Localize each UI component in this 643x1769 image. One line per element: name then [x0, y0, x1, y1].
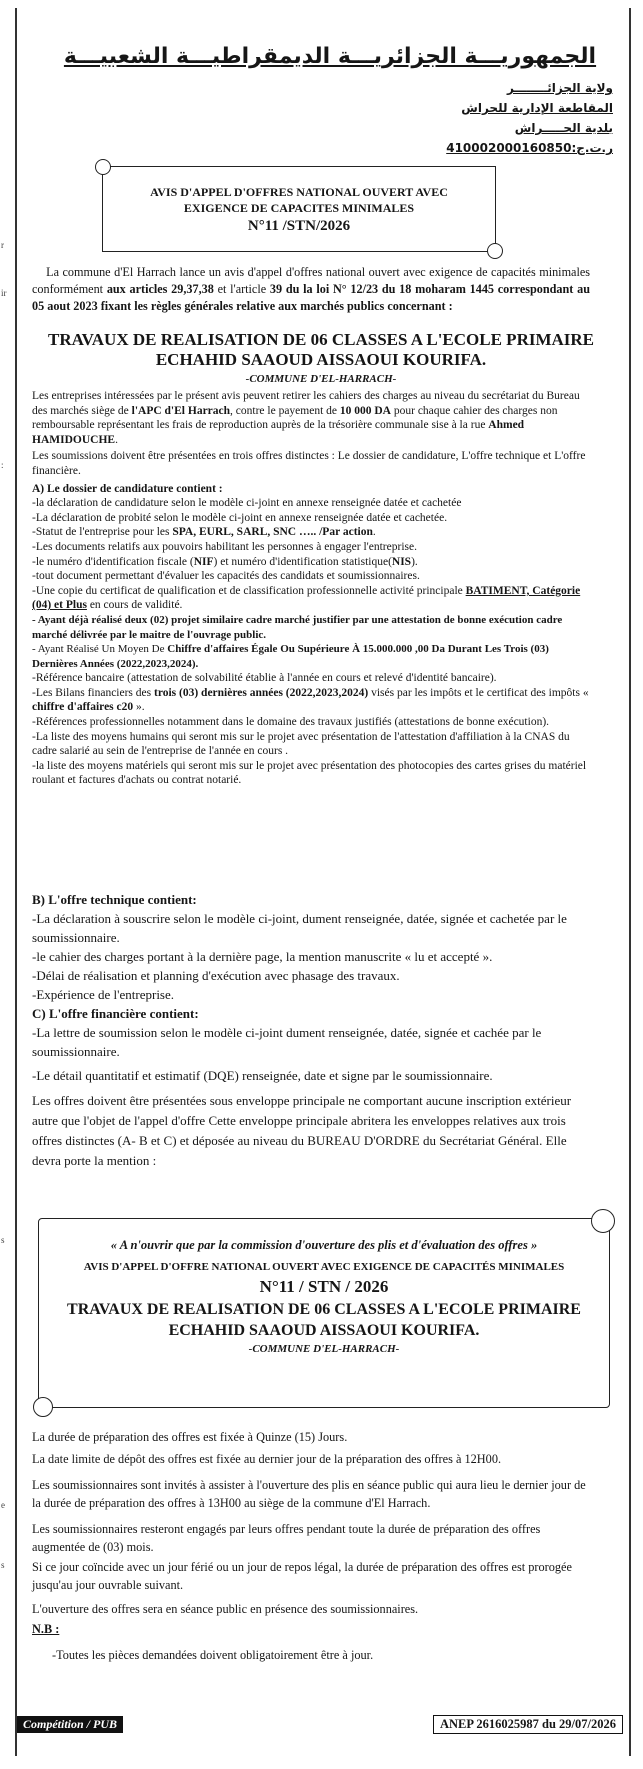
- d4: Les soumissionnaires resteront engagés par leurs offres pendant toute la durée de préparation des offres augmentée de (03) mois.: [32, 1522, 541, 1554]
- a7: -Une copie du certificat de qualification et de classification professionnelle activité principale BATIMENT, Catégorie (04) et Plus en cours de validité.: [32, 584, 581, 612]
- a11: -Les Bilans financiers des trois (03) dernières années (2022,2023,2024) visés par les impôts et le certificat des impôts « chiffre d'affaires c20 ».: [32, 686, 589, 714]
- anep-reference: ANEP 2616025987 du 29/07/2026: [433, 1715, 623, 1734]
- p2: Les soumissions doivent être présentées en trois offres distinctes : Le dossier de candidature, L'offre technique et L'offre financière.: [32, 450, 586, 477]
- a1: -la déclaration de candidature selon le modèle ci-joint en annexe renseignée datée et cachetée: [32, 497, 462, 510]
- category-badge: Compétition / PUB: [17, 1716, 123, 1733]
- mention-line1: AVIS D'APPEL D'OFFRE NATIONAL OUVERT AVEC EXIGENCE DE CAPACITÉS MINIMALES: [83, 1261, 565, 1273]
- b1: -La déclaration à souscrire selon le modèle ci-joint, dument renseignée, datée, signée et cachetée par le soumissionnaire.: [32, 911, 567, 945]
- mention-number: N°11 / STN / 2026: [259, 1277, 389, 1296]
- mention-quote: « A n'ouvrir que par la commission d'ouverture des plis et d'évaluation des offres »: [110, 1238, 538, 1252]
- ar-commune: بلدية الحـــــراش: [514, 121, 613, 135]
- project-title-2: ECHAHID SAAOUD AISSAOUI KOURIFA.: [155, 350, 487, 369]
- b2: -le cahier des charges portant à la dernière page, la mention manuscrite « lu et accepté ».: [32, 949, 493, 964]
- a10: -Référence bancaire (attestation de solvabilité établie à l'année en cours et relevé d'identité bancaire).: [32, 672, 497, 685]
- d1: La durée de préparation des offres est fixée à Quinze (15) Jours.: [32, 1430, 348, 1444]
- c1: -La lettre de soumission selon le modèle ci-joint dument renseignée, datée, signée et cachée par le soumissionnaire.: [32, 1025, 542, 1059]
- offers-body: [32, 890, 592, 1171]
- section-b: B) L'offre technique contient:: [32, 892, 197, 907]
- notice-number: N°11 /STN/2026: [247, 218, 351, 234]
- section-a: A) Le dossier de candidature contient :: [32, 482, 223, 495]
- mention-commune: -COMMUNE D'EL-HARRACH-: [248, 1343, 400, 1355]
- intro-text-2: et l'article: [213, 282, 270, 296]
- a12: -Références professionnelles notamment dans le domaine des travaux justifiés (attestations de bonne exécution).: [32, 716, 550, 729]
- section-c: C) L'offre financière contient:: [32, 1006, 199, 1021]
- a6: -tout document permettant d'évaluer les capacités des candidats et soumissionnaires.: [32, 570, 420, 583]
- intro-bold-1: aux articles 29,37,38: [106, 282, 214, 296]
- a9: - Ayant Réalisé Un Moyen De Chiffre d'affaires Égale Ou Supérieure À 15.000.000 ,00 Da Durant Les Trois (03) Dernières Années (2022,2023,2024).: [32, 643, 549, 670]
- closing-body: [32, 1428, 592, 1664]
- mention-title-2: ECHAHID SAAOUD AISSAOUI KOURIFA.: [168, 1322, 480, 1339]
- d2: La date limite de dépôt des offres est fixée au dernier jour de la préparation des offres à 12H00.: [32, 1452, 502, 1466]
- a3: -Statut de l'entreprise pour les SPA, EURL, SARL, SNC ….. /Par action.: [32, 526, 376, 539]
- notice-line1: AVIS D'APPEL D'OFFRES NATIONAL OUVERT AVEC: [150, 185, 448, 199]
- b4: -Expérience de l'entreprise.: [32, 987, 175, 1002]
- nb1: -Toutes les pièces demandées doivent obligatoirement être à jour.: [52, 1648, 374, 1662]
- p1: Les entreprises intéressées par le présent avis peuvent retirer les cahiers des charges au niveau du secrétariat du Bureau des marchés siège de l'APC d'El Harrach, contre le payement de 10 000 DA pour chaque cahier des charges non remboursable représentant les frais de reproduction auprès de la trésorière communale sise à la rue Ahmed HAMIDOUCHE.: [32, 390, 580, 446]
- intro-text-1: La commune d'El Harrach lance un avis d'appel d'offres national ouvert avec exigence de capacités minimales conformément: [32, 265, 590, 296]
- p3: Les offres doivent être présentées sous enveloppe principale ne comportant aucune inscription extérieur autre que l'objet de l'appel d'offre Cette enveloppe principale abritera les enveloppes relatives aux trois offres distinctes (A- B et C) et déposée au niveau du BUREAU D'ORDRE du Secrétariat Général. Elle devra porte la mention :: [32, 1093, 572, 1168]
- nb-label: N.B :: [32, 1622, 60, 1636]
- a8: - Ayant déjà réalisé deux (02) projet similaire cadre marché justifier par une attestation de bonne exécution cadre marché délivrée par le maitre de l'ouvrage public.: [32, 613, 563, 641]
- ar-rtj: ر.ت.ج:410002000160850: [446, 141, 613, 155]
- arabic-republic-title: الجمهوريـــة الجزائريـــة الديمقراطيـــة الشعبيـــة: [63, 44, 597, 69]
- project-title-1: TRAVAUX DE REALISATION DE 06 CLASSES A L'ECOLE PRIMAIRE: [47, 330, 595, 349]
- envelope-mention-box: [38, 1218, 610, 1408]
- intro-bold-2: 39 du la loi N° 12/23 du 18 moharam 1445 correspondant au 05 aout 2023 fixant les règles générales relative aux marchés publics concernant :: [32, 282, 590, 313]
- ar-circonscription: المقاطعة الإدارية للحراش: [461, 101, 613, 115]
- ar-wilaya: ولاية الجزائــــــــر: [507, 81, 613, 95]
- mention-title-1: TRAVAUX DE REALISATION DE 06 CLASSES A L'ECOLE PRIMAIRE: [67, 1301, 581, 1318]
- d3: Les soumissionnaires sont invités à assister à l'ouverture des plis en séance public qui aura lieu le dernier jour de la durée de préparation des offres à 13H00 au siège de la commune d'El Harrach.: [32, 1478, 586, 1510]
- b3: -Délai de réalisation et planning d'exécution avec phasage des travaux.: [32, 968, 400, 983]
- a2: -La déclaration de probité selon le modèle ci-joint en annexe renseignée datée et cachetée.: [32, 511, 448, 524]
- a13: -La liste des moyens humains qui seront mis sur le projet avec présentation de l'attestation d'affiliation à la CNAS du cadre salarié au sein de l'entreprise de l'année en cours .: [32, 730, 570, 758]
- conditions-body: [32, 389, 592, 788]
- a14: -la liste des moyens matériels qui seront mis sur le projet avec présentation des photocopies des cartes grises du matériel roulant et factures d'achats ou contrat notarié.: [32, 759, 587, 787]
- arabic-header-block: [446, 78, 613, 158]
- notice-line2: EXIGENCE DE CAPACITES MINIMALES: [183, 201, 415, 215]
- d5: Si ce jour coïncide avec un jour férié ou un jour de repos légal, la durée de préparation des offres est prorogée jusqu'au jour ouvrable suivant.: [32, 1560, 572, 1592]
- left-gutter: r ir : s e s: [1, 240, 7, 1570]
- notice-title-box: [102, 166, 496, 252]
- a4: -Les documents relatifs aux pouvoirs habilitant les personnes à engager l'entreprise.: [32, 540, 417, 553]
- intro-paragraph: [32, 264, 590, 315]
- a5: -le numéro d'identification fiscale (NIF) et numéro d'identification statistique(NIS).: [32, 555, 418, 568]
- project-commune: -COMMUNE D'EL-HARRACH-: [245, 373, 397, 385]
- d6: L'ouverture des offres sera en séance public en présence des soumissionnaires.: [32, 1602, 419, 1616]
- c2: -Le détail quantitatif et estimatif (DQE) renseignée, date et signe par le soumissionnaire.: [32, 1068, 493, 1083]
